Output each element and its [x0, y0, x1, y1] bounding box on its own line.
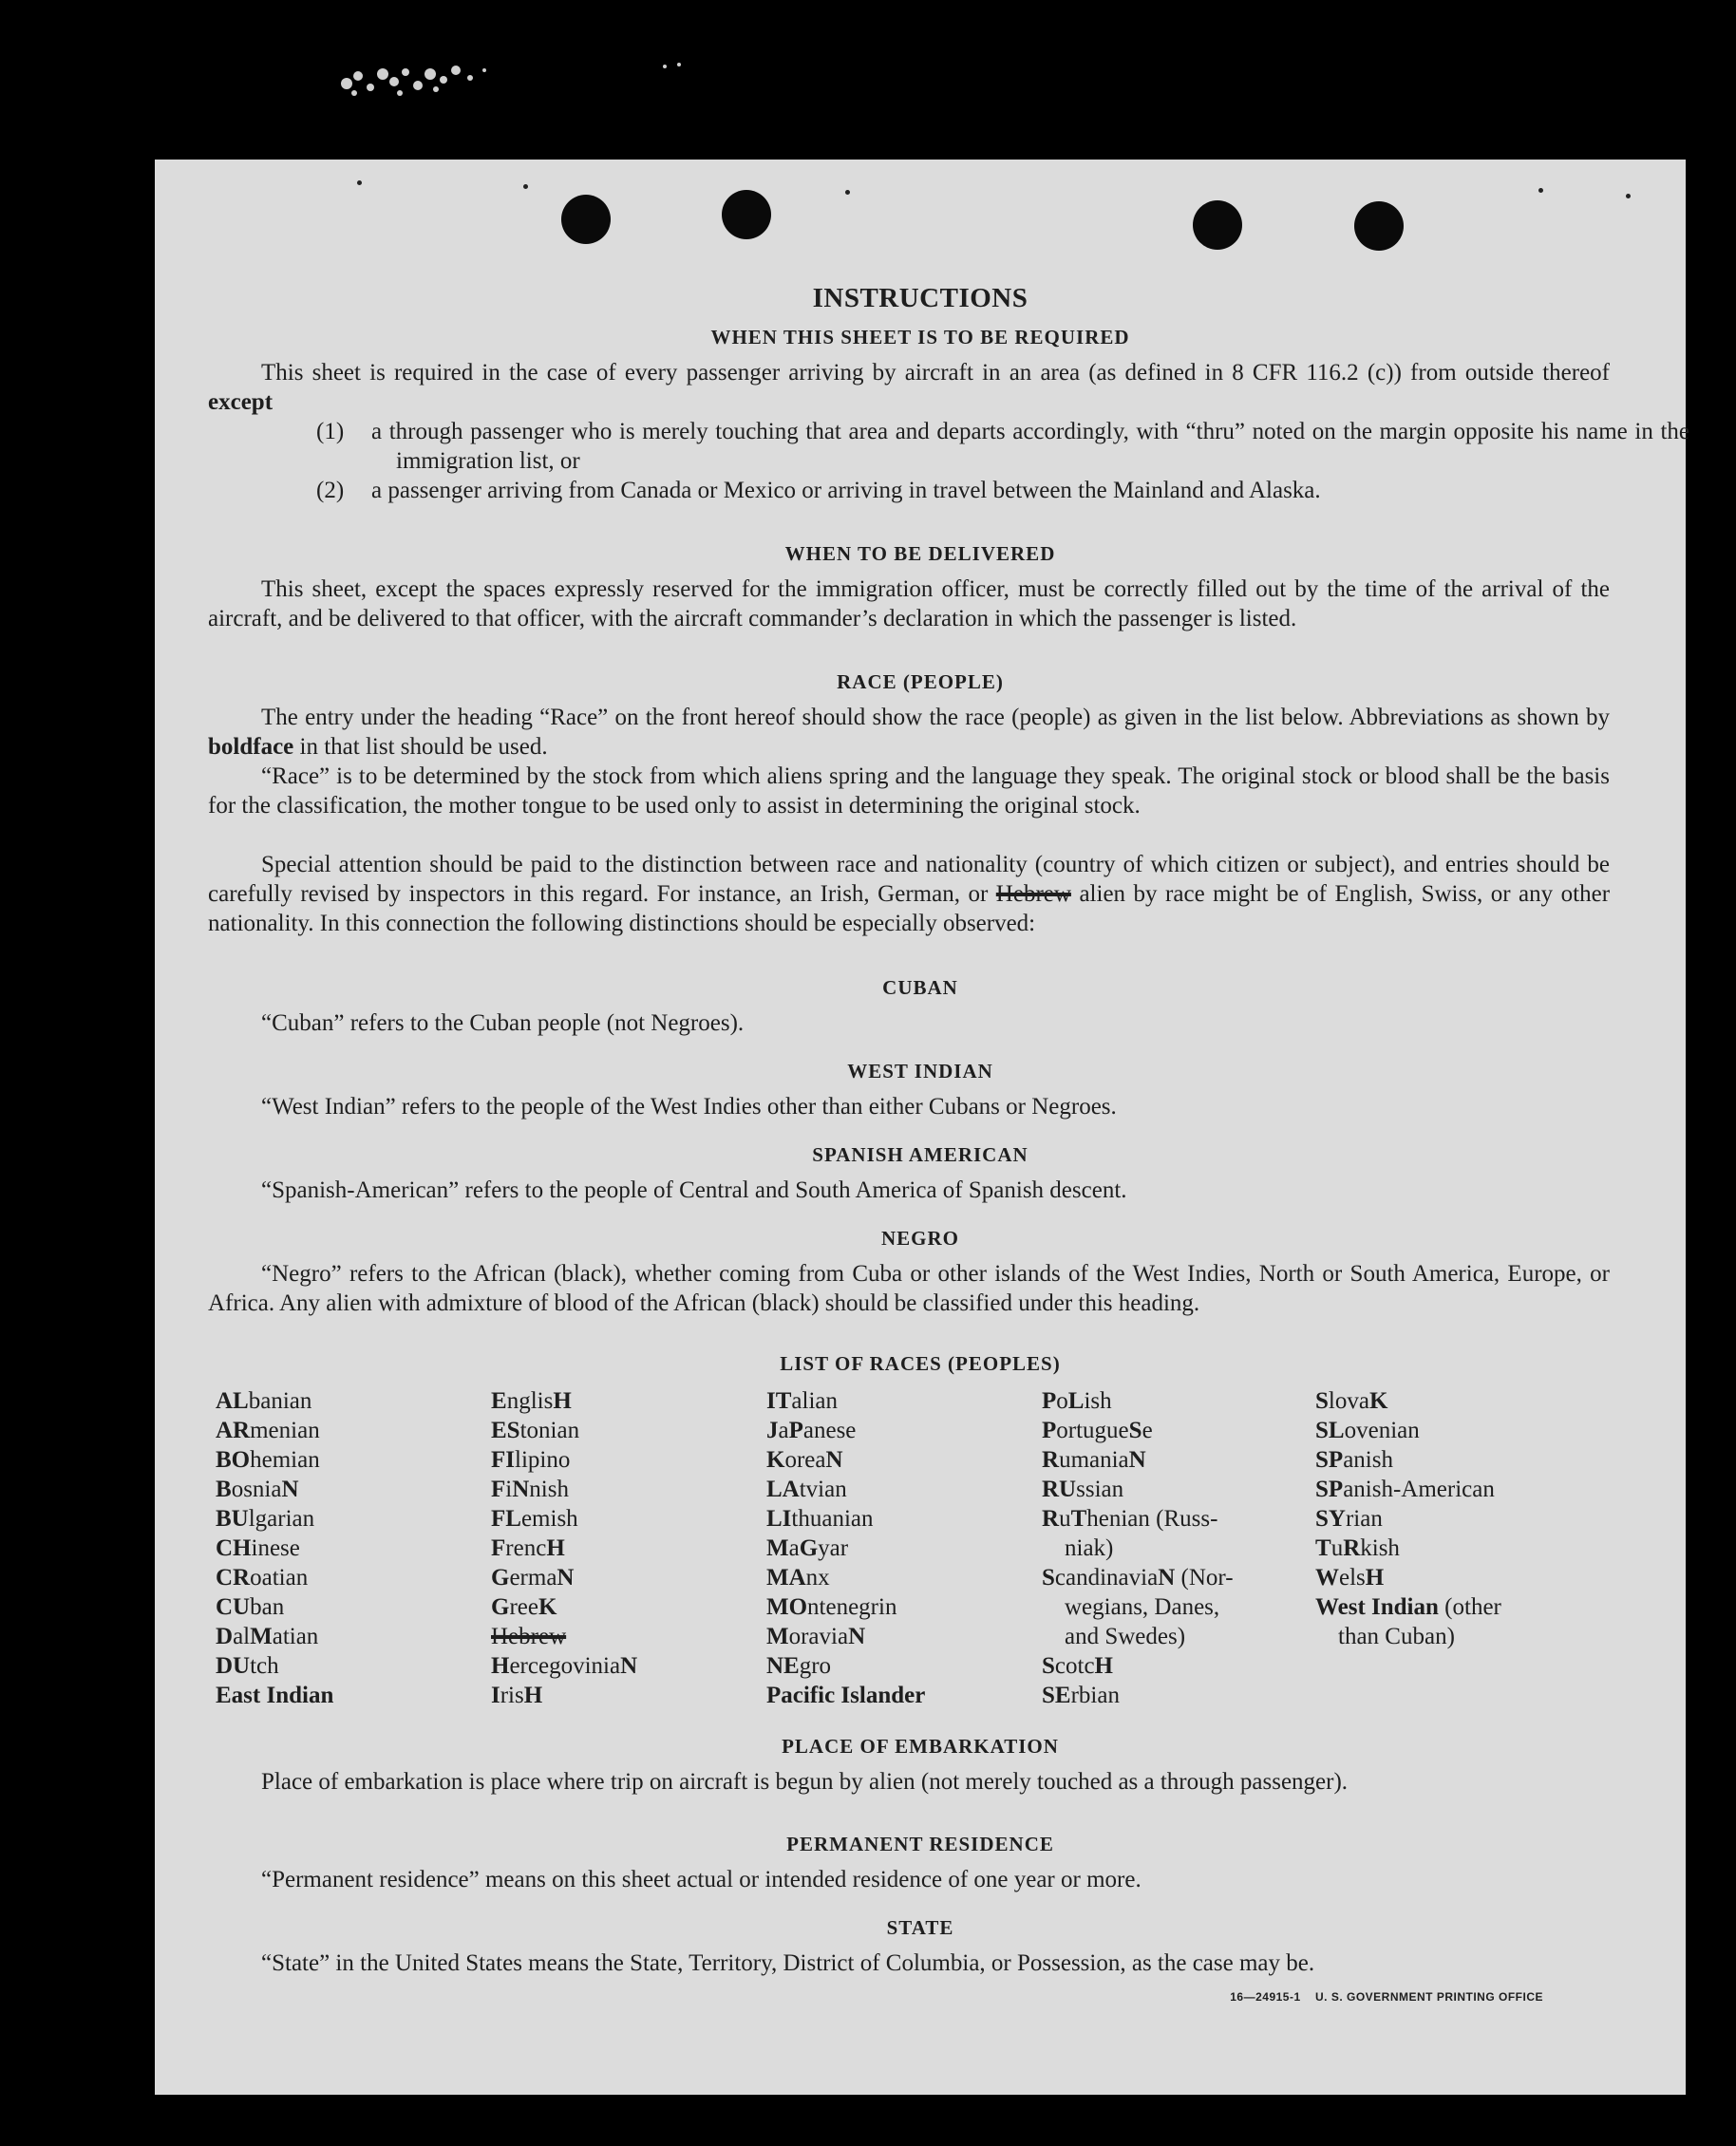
- heading-cuban: CUBAN: [882, 976, 958, 999]
- race-entry: CRoatian: [216, 1565, 309, 1591]
- race-entry: SYrian: [1315, 1506, 1383, 1532]
- heading-race: RACE (PEOPLE): [837, 670, 1004, 693]
- paper-speck: [1626, 194, 1631, 198]
- race-entry: JaPanese: [766, 1418, 857, 1443]
- punch-hole: [1193, 200, 1242, 250]
- race-entry: FIlipino: [491, 1447, 571, 1473]
- race-entry: GreeK: [491, 1594, 557, 1620]
- scanner-dust-specks: [337, 46, 698, 112]
- heading-negro: NEGRO: [880, 1227, 959, 1250]
- when-required-intro: This sheet is required in the case of every passenger arriving by aircraft in an area (as defined in 8 CFR 116.2 (c)) from outside thereof except: [208, 360, 1610, 415]
- race-entry: SPanish: [1315, 1447, 1393, 1473]
- race-entry: niak): [1065, 1535, 1114, 1561]
- cuban-text: “Cuban” refers to the Cuban people (not Negroes).: [261, 1010, 745, 1036]
- race-entry: MaGyar: [766, 1535, 849, 1561]
- race-entry: MAnx: [766, 1565, 830, 1591]
- heading-embarkation: PLACE OF EMBARKATION: [782, 1735, 1059, 1758]
- heading-permanent-residence: PERMANENT RESIDENCE: [786, 1833, 1054, 1855]
- race-entry: FrencH: [491, 1535, 565, 1561]
- race-entry: SLovenian: [1315, 1418, 1420, 1443]
- heading-state: STATE: [886, 1916, 954, 1939]
- west-indian-text: “West Indian” refers to the people of the West Indies other than either Cubans or Negroes.: [261, 1094, 1117, 1120]
- heading-when-required: WHEN THIS SHEET IS TO BE REQUIRED: [710, 326, 1130, 348]
- race-entry: NEgro: [766, 1653, 832, 1679]
- heading-west-indian: WEST INDIAN: [847, 1060, 993, 1082]
- race-entry: SErbian: [1042, 1683, 1120, 1708]
- state-text: “State” in the United States means the State, Territory, District of Columbia, or Possession, as the case may be.: [261, 1950, 1315, 1976]
- race-entry: MOntenegrin: [766, 1594, 897, 1620]
- race-entry: ScotcH: [1042, 1653, 1113, 1679]
- race-entry: DUtch: [216, 1653, 279, 1679]
- races-column: [766, 1386, 925, 1710]
- paper-speck: [845, 190, 850, 195]
- race-entry: ALbanian: [216, 1388, 312, 1414]
- exception-item-2: (2) a passenger arriving from Canada or Mexico or arriving in travel between the Mainland and Alaska.: [316, 478, 1321, 503]
- race-entry: ITalian: [766, 1388, 838, 1414]
- races-column: [1315, 1386, 1501, 1651]
- when-delivered-text: This sheet, except the spaces expressly reserved for the immigration officer, must be correctly filled out by the time of the arrival of the aircraft, and be delivered to that officer, with the aircraft commander’s declaration in which the passenger is listed.: [208, 576, 1610, 631]
- race-entry: BUlgarian: [216, 1506, 315, 1532]
- paper-speck: [523, 184, 528, 189]
- races-column: [216, 1386, 333, 1710]
- race-entry: LAtvian: [766, 1477, 847, 1502]
- race-entry: ScandinaviaN (Nor-: [1042, 1565, 1234, 1591]
- race-entry: IrisH: [491, 1683, 543, 1708]
- embarkation-text: Place of embarkation is place where trip on aircraft is begun by alien (not merely touched as a through passenger).: [261, 1769, 1349, 1795]
- race-entry: RumaniaN: [1042, 1447, 1146, 1473]
- race-entry: BOhemian: [216, 1447, 320, 1473]
- instruction-sheet: [155, 160, 1689, 2095]
- race-paragraph-2: “Race” is to be determined by the stock from which aliens spring and the language they speak. The original stock or blood shall be the basis for the classification, the mother tongue to be used only to assist in determining the original stock.: [208, 763, 1610, 819]
- race-entry: SPanish-American: [1315, 1477, 1495, 1502]
- race-entry: RUssian: [1042, 1477, 1124, 1502]
- paper-speck: [1538, 188, 1543, 193]
- race-entry: and Swedes): [1065, 1624, 1186, 1649]
- race-entry: wegians, Danes,: [1065, 1594, 1220, 1620]
- race-entry: Pacific Islander: [766, 1683, 926, 1708]
- race-entry: TuRkish: [1315, 1535, 1400, 1561]
- race-paragraph-1: The entry under the heading “Race” on the front hereof should show the race (people) as given in the list below. Abbreviations as shown by boldface in that list should be used.: [208, 705, 1610, 760]
- race-entry: MoraviaN: [766, 1624, 866, 1649]
- heading-when-delivered: WHEN TO BE DELIVERED: [784, 542, 1056, 565]
- heading-spanish-american: SPANISH AMERICAN: [812, 1143, 1028, 1166]
- race-entry: RuThenian (Russ-: [1042, 1506, 1218, 1532]
- race-paragraph-3: Special attention should be paid to the distinction between race and nationality (country of which citizen or subject), and entries should be carefully revised by inspectors in this regard. For instance, an Irish, German, or Hebrew alien by race might be of English, Swiss, or any other nationality. In this connection the following distinctions should be especially observed:: [208, 852, 1611, 936]
- exception-item-1: (1) a through passenger who is merely touching that area and departs accordingly, with “thru” noted on the margin opposite his name in the immigration list, or: [316, 419, 1689, 474]
- race-entry: BosniaN: [216, 1477, 299, 1502]
- race-entry: PortugueSe: [1042, 1418, 1153, 1443]
- race-entry: EnglisH: [491, 1388, 572, 1414]
- race-entry: LIthuanian: [766, 1506, 874, 1532]
- spanish-american-text: “Spanish-American” refers to the people of Central and South America of Spanish descent.: [261, 1177, 1127, 1203]
- race-entry: FLemish: [491, 1506, 578, 1532]
- race-entry: than Cuban): [1338, 1624, 1455, 1649]
- race-entry: PoLish: [1042, 1388, 1112, 1414]
- race-entry: CUban: [216, 1594, 285, 1620]
- paper-speck: [357, 180, 362, 185]
- race-entry: FiNnish: [491, 1477, 569, 1502]
- punch-hole: [722, 190, 771, 239]
- race-entry: KoreaN: [766, 1447, 843, 1473]
- race-entry: CHinese: [216, 1535, 300, 1561]
- race-entry: Hebrew: [491, 1624, 567, 1649]
- race-entry: East Indian: [216, 1683, 334, 1708]
- race-entry: DalMatian: [216, 1624, 319, 1649]
- negro-text: “Negro” refers to the African (black), whether coming from Cuba or other islands of the West Indies, North or South America, Europe, or Africa. Any alien with admixture of blood of the African (black) should be classified under this heading.: [208, 1261, 1610, 1316]
- race-entry: ARmenian: [216, 1418, 320, 1443]
- race-entry: SlovaK: [1315, 1388, 1388, 1414]
- page-title: INSTRUCTIONS: [812, 283, 1028, 313]
- races-column: [491, 1386, 637, 1710]
- race-entry: EStonian: [491, 1418, 580, 1443]
- heading-list-of-races: LIST OF RACES (PEOPLES): [780, 1352, 1061, 1375]
- race-entry: West Indian (other: [1315, 1594, 1501, 1620]
- printer-imprint: 16—24915-1 U. S. GOVERNMENT PRINTING OFFICE: [1230, 1990, 1543, 2004]
- punch-hole: [561, 195, 611, 244]
- race-entry: GermaN: [491, 1565, 575, 1591]
- race-entry: WelsH: [1315, 1565, 1385, 1591]
- race-entry: HercegoviniaN: [491, 1653, 638, 1679]
- races-column: [1042, 1386, 1234, 1710]
- residence-text: “Permanent residence” means on this sheet actual or intended residence of one year or more.: [261, 1867, 1142, 1892]
- punch-hole: [1354, 201, 1404, 251]
